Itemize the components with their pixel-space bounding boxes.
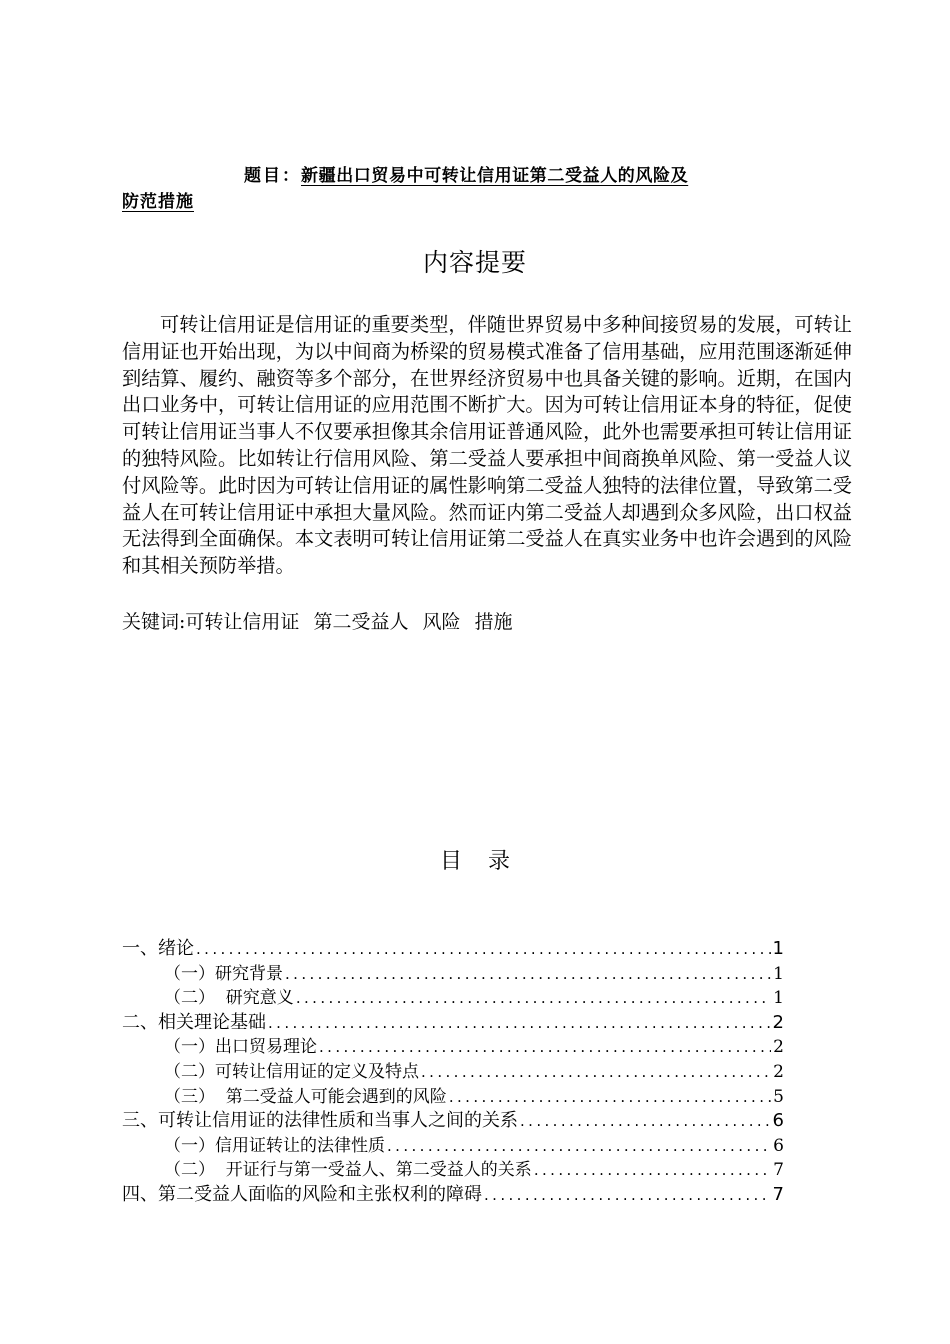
toc-entry[interactable] bbox=[122, 983, 784, 1008]
toc-entry[interactable] bbox=[122, 1008, 784, 1033]
toc-entry[interactable] bbox=[122, 959, 784, 984]
toc-entry-page: 1 bbox=[773, 963, 784, 984]
toc-entry-page: 2 bbox=[773, 1037, 784, 1057]
toc-entry-label: 二、相关理论基础 bbox=[122, 1011, 266, 1033]
toc-leader-dots bbox=[266, 1014, 771, 1032]
thesis-title bbox=[122, 163, 852, 215]
toc-entry[interactable] bbox=[122, 1082, 784, 1107]
keyword-item: 第二受益人 bbox=[313, 611, 409, 633]
thesis-title-text: 新疆出口贸易中可转让信用证第二受益人的风险及 bbox=[301, 166, 689, 186]
abstract-body: 可转让信用证是信用证的重要类型，伴随世界贸易中多种间接贸易的发展，可转让信用证也开始出现，为以中间商为桥梁的贸易模式准备了信用基础，应用范围逐渐延伸到结算、履约、融资等多个部分，在世界经济贸易中也具备关键的影响。近期，在国内出口业务中，可转让信用证的应用范围不断扩大。因为可转让信用证本身的特征，促使可转让信用证当事人不仅要承担像其余信用证普通风险，此外也需要承担可转让信用证的独特风险。比如转让行信用风险、第二受益人要承担中间商换单风险、第一受益人议付风险等。此时因为可转让信用证的属性影响第二受益人独特的法律位置，导致第二受益人在可转让信用证中承担大量风险。然而证内第二受益人却遇到众多风险，出口权益无法得到全面确保。本文表明可转让信用证第二受益人在真实业务中也许会遇到的风险和其相关预防举措。 bbox=[122, 313, 852, 578]
abstract-heading: 内容提要 bbox=[422, 248, 527, 277]
toc-entry-page: 1 bbox=[772, 938, 784, 959]
keyword-item: 可转让信用证 bbox=[185, 611, 300, 633]
toc-entry[interactable] bbox=[122, 1106, 784, 1131]
toc-entry-page: 1 bbox=[773, 988, 784, 1008]
toc-leader-dots bbox=[385, 1137, 771, 1155]
toc-entry-page: 5 bbox=[773, 1086, 784, 1107]
toc-entry[interactable] bbox=[122, 1057, 784, 1082]
toc-entry-label: （二） 研究意义 bbox=[164, 988, 294, 1008]
thesis-title-line-1 bbox=[122, 163, 852, 189]
thesis-title-label: 题目： bbox=[244, 166, 301, 186]
toc-entry[interactable] bbox=[122, 934, 784, 959]
thesis-title-line-2 bbox=[122, 189, 852, 215]
toc-entry-label: （二）可转让信用证的定义及特点 bbox=[164, 1061, 419, 1082]
toc-leader-dots bbox=[194, 940, 771, 958]
toc-leader-dots bbox=[294, 989, 771, 1007]
toc-entry-label: （三） 第二受益人可能会遇到的风险 bbox=[164, 1086, 447, 1107]
toc-entry-label: 一、绪论 bbox=[122, 938, 194, 959]
toc-heading: 目录 bbox=[439, 849, 536, 874]
toc-leader-dots bbox=[532, 1161, 771, 1179]
toc-entry-page: 6 bbox=[772, 1110, 784, 1131]
toc-entry-page: 6 bbox=[773, 1135, 784, 1156]
toc-leader-dots bbox=[317, 1038, 771, 1056]
toc-entry-label: （一）信用证转让的法律性质 bbox=[164, 1135, 385, 1156]
toc-entry-label: （一）出口贸易理论 bbox=[164, 1037, 317, 1057]
keywords-line: 关键词:可转让信用证 第二受益人 风险 措施 bbox=[122, 611, 513, 633]
toc-leader-dots bbox=[419, 1063, 771, 1081]
keyword-item: 措施 bbox=[474, 611, 513, 633]
toc-entry[interactable] bbox=[122, 1131, 784, 1156]
toc-entry[interactable] bbox=[122, 1032, 784, 1057]
table-of-contents bbox=[122, 934, 784, 1205]
keyword-item: 风险 bbox=[422, 611, 461, 633]
toc-leader-dots bbox=[283, 965, 771, 983]
toc-entry-label: （一）研究背景 bbox=[164, 963, 283, 984]
toc-entry-label: 三、可转让信用证的法律性质和当事人之间的关系 bbox=[122, 1110, 518, 1131]
toc-leader-dots bbox=[518, 1112, 771, 1130]
toc-entry[interactable] bbox=[122, 1155, 784, 1180]
toc-leader-dots bbox=[482, 1186, 771, 1204]
toc-entry[interactable] bbox=[122, 1180, 784, 1205]
keywords-label: 关键词 bbox=[122, 611, 180, 633]
thesis-title-text-continued: 防范措施 bbox=[122, 192, 194, 212]
toc-entry-page: 2 bbox=[772, 1011, 784, 1033]
toc-entry-label: （二） 开证行与第一受益人、第二受益人的关系 bbox=[164, 1160, 532, 1180]
toc-entry-page: 2 bbox=[773, 1061, 784, 1082]
toc-entry-label: 四、第二受益人面临的风险和主张权利的障碍 bbox=[122, 1183, 482, 1205]
toc-leader-dots bbox=[447, 1088, 771, 1106]
toc-entry-page: 7 bbox=[773, 1160, 784, 1180]
toc-entry-page: 7 bbox=[772, 1183, 784, 1205]
